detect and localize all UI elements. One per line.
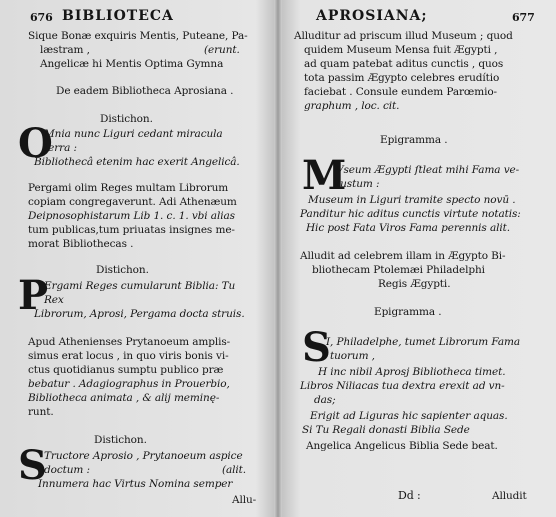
text-line: Sique Bonæ exquiris Mentis, Puteane, Pa- [28,30,248,42]
verse-line: Hic post Fata Viros Fama perennis alit. [306,222,510,234]
running-head: APROSIANA; [316,8,428,24]
verse-line: Librorum, Aprosi, Pergama docta struis. [34,308,245,320]
drop-cap: O [18,120,53,167]
verse-line: terra : [44,142,77,154]
section-title: Distichon. [100,113,153,125]
text-line: ctus quotidianus sumptu publico præ [28,364,224,376]
catchword: Allu- [232,494,257,506]
text-line: copiam congregaverunt. Adi Athenæum [28,196,237,208]
text-line: tota passim Ægypto celebres erudítio [304,72,500,84]
verse-line: Libros Niliacas tua dextra erexit ad vn- [300,380,505,392]
text-line: Alludit ad celebrem illam in Ægypto Bi- [300,250,506,262]
signature-mark: Dd : [398,489,421,502]
verse-line: tuorum , [330,350,375,362]
page-number: 676 [30,11,53,24]
right-page [280,0,556,517]
text-line: (erunt. [204,44,240,56]
section-title: Distichon. [94,434,147,446]
verse-line: Vseum Ægypti ſtleat mihi Fama ve- [336,164,520,176]
left-page [0,0,276,517]
text-line: Bibliotheca animata , & alij meminę- [28,392,220,404]
catchword: Alludit [492,490,527,502]
drop-cap: M [302,152,347,199]
section-title: Epigramma . [374,306,442,318]
verse-line: Ergami Reges cumularunt Biblia: Tu [44,280,236,292]
text-line: Pergami olim Reges multam Librorum [28,182,229,194]
verse-line: doctum : [44,464,90,476]
verse-line: Museum in Liguri tramite specto novū . [308,194,516,206]
verse-line: das; [314,394,336,406]
text-line: ad quam patebat aditus cunctis , quos [304,58,504,70]
text-line: faciebat . Consule eundem Parœmio- [304,86,497,98]
text-line: læstram , [40,44,90,56]
verse-line: Erigit ad Liguras hic sapienter aquas. [310,410,508,422]
text-line: graphum , loc. cit. [304,100,400,112]
verse-line: tustum : [336,178,380,190]
text-line: Alluditur ad priscum illud Museum ; quod [294,30,513,42]
section-title: Distichon. [96,264,149,276]
text-line: Regis Ægypti. [378,278,451,290]
verse-line: Panditur hic aditus cunctis virtute notatis: [300,208,521,220]
drop-cap: S [302,324,331,371]
text-line: tum publicas,tum priuatas insignes me- [28,224,235,236]
verse-line: Angelica Angelicus Biblia Sede beat. [306,440,498,452]
text-line: runt. [28,406,54,418]
text-line: Angelicæ hi Mentis Optima Gymna [40,58,224,70]
text-line: bebatur . Adagiographus in Prouerbio, [28,378,230,390]
verse-line: Bibliothecâ etenim hac exerit Angelicâ. [34,156,240,168]
drop-cap: P [18,272,49,319]
verse-line: Mnia nunc Liguri cedant miracula [44,128,223,140]
section-title: De eadem Bibliotheca Aprosiana . [56,85,234,97]
text-line: simus erat locus , in quo viris bonis vi- [28,350,229,362]
verse-line: Tructore Aprosio , Prytanoeum aspice [44,450,243,462]
text-line: Apud Athenienses Prytanoeum amplis- [28,336,231,348]
text-line: quidem Museum Mensa fuit Ægypti , [304,44,498,56]
text-line: bliothecam Ptolemæi Philadelphi [312,264,485,276]
drop-cap: S [18,442,47,489]
verse-line: I, Philadelphe, tumet Librorum Fama [326,336,521,348]
page-number: 677 [512,11,535,24]
section-title: Epigramma . [380,134,448,146]
verse-line: Rex [44,294,64,306]
verse-line: H inc nibil Aprosj Bibliotheca timet. [318,366,506,378]
text-line: morat Bibliothecas . [28,238,134,250]
verse-line: (alit. [222,464,247,476]
running-head: BIBLIOTECA [62,8,174,24]
text-line: Deipnosophistarum Lib 1. c. 1. vbi alias [28,210,235,222]
verse-line: Innumera hac Virtus Nomina semper [38,478,233,490]
verse-line: Si Tu Regali donasti Biblia Sede [302,424,470,436]
